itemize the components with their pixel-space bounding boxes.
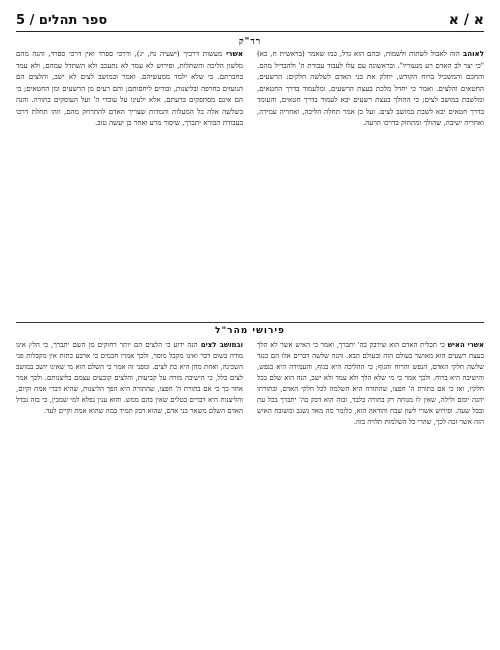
commentary-text: מעשות דרכיך (ישעיה נח, יג), ודרכי ספרד ואין דרכי ספרד, והנה מהם מלשון הליכה והשתלות, ופירוש לא עמד לא נתעכב ולא השתדל עמהם, ולא עמד בחברתם. כי שלא ילמד ממעשיהם. ואמר ובמושב לצים לא ישב, והלצים הם הנועזים בחרפה ובליצנות, ובודים ליחסותם; והם רעים מן הרשעים ומן החטאים; כי הם אינם מסתפקים ברעתם, אלא ילעיגו על עובדי ה' ועל העוסקים בתורה. והנה בשלשה אלה כל המעלות והמדות שצריך האדם להתרחק מהם, וזהו תחלת דרכו בעבודת הבורא יתברך, שיסור מרע ואחר כן יעשה טוב. bbox=[16, 49, 243, 127]
paragraph bbox=[16, 340, 243, 417]
lower-commentary bbox=[16, 340, 484, 642]
paragraph bbox=[257, 48, 484, 129]
dibbur-hamatchil: לאוהב bbox=[459, 49, 484, 58]
commentary-text: הנה ידוע כי הלצים הם יותר רחוקים מן השם יתברך, כי הלץ אינו מודה בשום דבר ואינו מקבל מוסר, ולכך אמרו חכמים כי ארבע כתות אין מקבלות פני השכינה, ואחת מהן היא כת לצים. ומפני זה אמר כי השלם הוא מי שאינו יושב במושב לצים כלל, כי הישיבה מורה על קביעות, והלצים קובעים עצמם בליצנותם. ולכך אמר אחר כך כי אם בתורת ה' חפצו, שהתורה היא הפך הליצנות, שהיא דברי אמת וקיום, והליצנות היא דברים בטלים שאין בהם ממש. והוא ענין נפלא למי שמבין, כי בזה נבדל האדם השלם משאר בני אדם, שהוא דבק תמיד במה שהוא אמת וקיים לעד. bbox=[16, 341, 243, 416]
dibbur-hamatchil: אשרי האיש bbox=[444, 341, 484, 349]
page-header bbox=[16, 6, 484, 32]
lower-column-left bbox=[16, 340, 243, 642]
commentary-text: כי תכלית האדם הוא שידבק בה' יתברך, ואמר כי האיש אשר לא הלך בעצת רשעים הוא מאושר בעולם הזה ובעולם הבא. והנה שלשה דברים אלו הם כנגד שלשה חלקי האדם, הנפש והרוח והגוף; כי ההליכה היא בגוף, והעמידה היא בנפש, והישיבה היא ברוח. ולכך אמר כי מי שלא הלך ולא עמד ולא ישב, הנה הוא שלם בכל חלקיו, ואז כי אם בתורת ה' חפצו, שהתורה היא השלמה לכל חלקי האדם, ובתורתו יהגה יומם ולילה, שאין לו מנוחה רק בתורה בלבד, ובזה הוא דבק בה' יתברך בכל עת ובכל שעה. ופירוש אשרי לשון שבח והודאה הוא, כלומר מה מאד נשגב ומשובח האיש הזה אשר זכה לכך, שהרי כל השלמות תלויה בזה. bbox=[257, 341, 484, 427]
upper-commentary bbox=[16, 48, 484, 310]
section-title: פירושי מהר"ל bbox=[215, 326, 285, 336]
dibbur-hamatchil: ובמושב לצים bbox=[197, 341, 243, 349]
book-title-page-number: 5 / ספר תהלים bbox=[16, 13, 108, 28]
commentary-text: הזה לאבול לשתות ולשמוח, ובהם הוא גדל, כמו שאמר (בראשית ח, כא) "כי יצר לב האדם רע מנעוריו". ובראשונה עם עלו לעבוד עבודת ה' ולהבדיל מהם. והחכם והמשכיל ברוח הקודש, יחלק את בני האדם לשלשה חלקים: הרשעים, החטאים והלצים. ואמר כי יחדל מלכת בעצת הרשעים, ומלעמוד בדרך החטאים, ומלשבת במושב לצים; כי ההולך בעצת רשעים יבא לעמוד בדרך חטאים, והעומד בדרך חטאים יבא לשבת במושב לצים. ועל כן אמר תחלה הליכה, ואחריה עמידה, ואחריה ישיבה, שהולך ומתחזק בדרכו הרעה. bbox=[257, 49, 484, 127]
upper-column-right bbox=[257, 48, 484, 310]
upper-column-left bbox=[16, 48, 243, 310]
section-divider bbox=[16, 322, 484, 323]
chapter-verse-marker: א / א bbox=[448, 12, 484, 28]
dibbur-hamatchil: אשרי bbox=[222, 49, 243, 58]
paragraph bbox=[16, 48, 243, 129]
commentary-heading: רד"ק bbox=[238, 37, 262, 47]
paragraph bbox=[257, 340, 484, 428]
lower-column-right bbox=[257, 340, 484, 642]
